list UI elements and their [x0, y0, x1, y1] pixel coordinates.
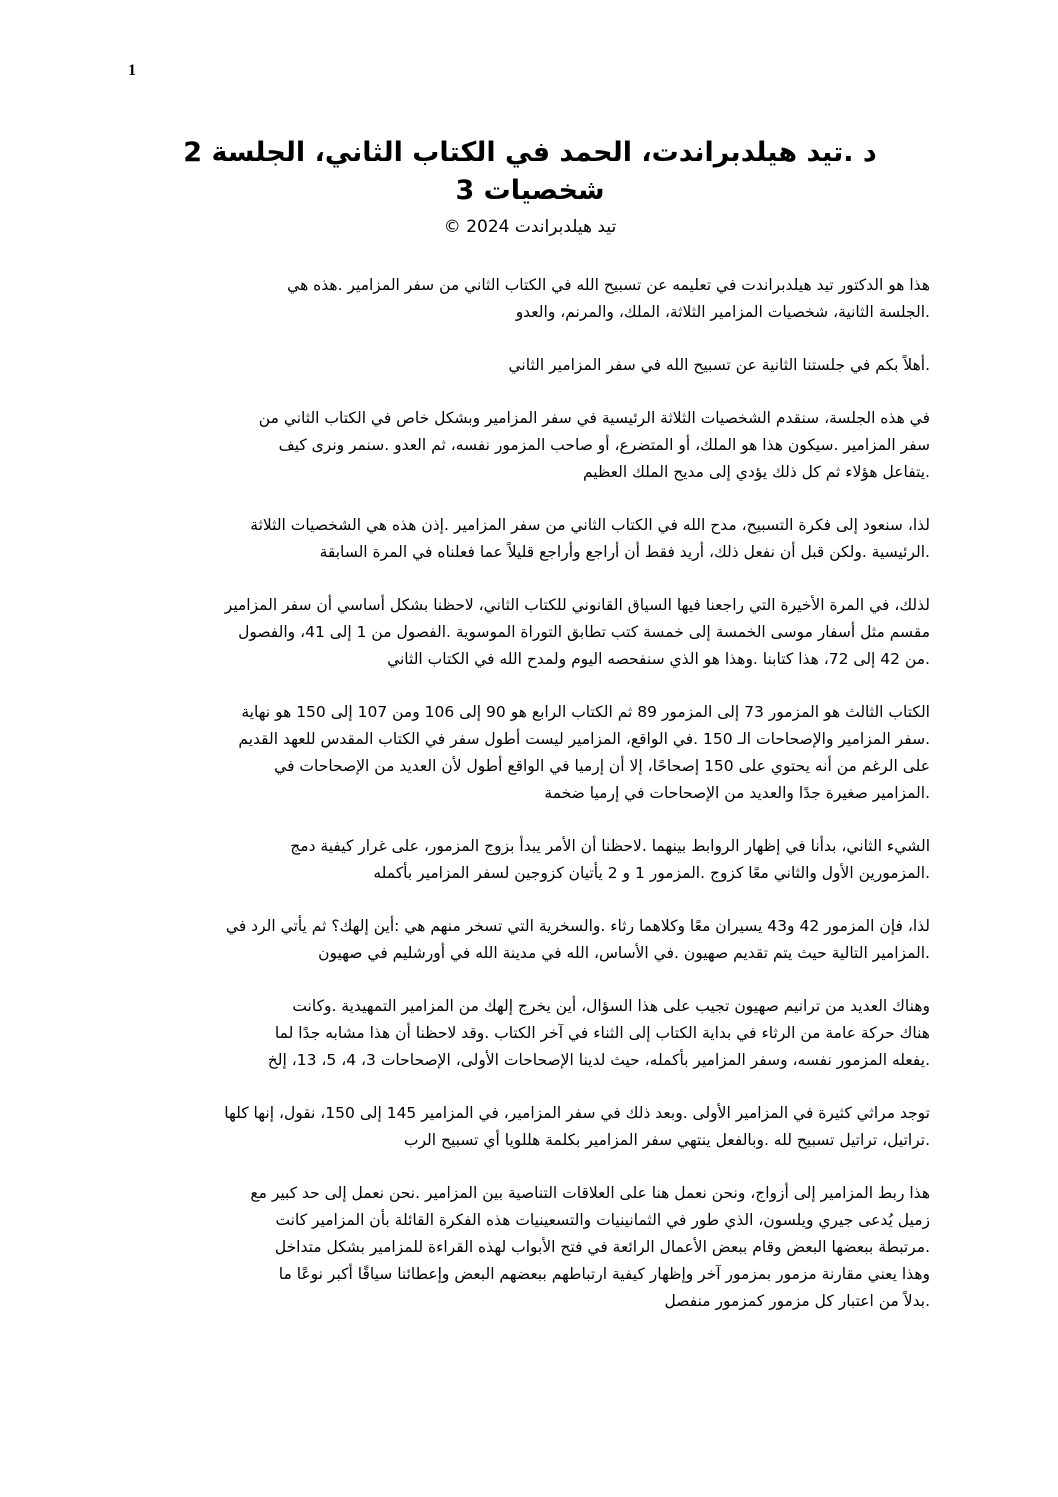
paragraph-line: هذا ربط المزامير إلى أزواج، ونحن نعمل هنا على العلاقات التناصية بين المزامير .نحن نعمل إلى حد كبير مع [250, 1184, 930, 1202]
paragraph-line: .يفعله المزمور نفسه، وسفر المزامير بأكمله، حيث لدينا الإصحاحات الأولى، الإصحاحات 3، 4، 5، 13، إلخ [267, 1051, 930, 1069]
paragraph-line: .يتفاعل هؤلاء ثم كل ذلك يؤدي إلى مديح الملك العظيم [582, 463, 930, 481]
paragraph [130, 833, 930, 887]
paragraph-line: مقسم مثل أسفار موسى الخمسة إلى خمسة كتب تطابق التوراة الموسوية .الفصول من 1 إلى 41، والفصول [238, 623, 930, 641]
document-title-line-2: شخصيات 3 [455, 175, 605, 206]
paragraph-line: .تراتيل، تراتيل تسبيح لله .وبالفعل ينتهي سفر المزامير بكلمة هللويا أي تسبيح الرب [403, 1131, 930, 1149]
paragraph-line: .مرتبطة ببعضها البعض وقام ببعض الأعمال الرائعة في فتح الأبواب لهذه القراءة للمزامير بشكل متداخل [274, 1238, 930, 1256]
paragraph-line: .الجلسة الثانية، شخصيات المزامير الثلاثة، الملك، والمرنم، والعدو [515, 303, 930, 321]
page-number: 1 [128, 62, 136, 79]
document-header [130, 134, 930, 240]
paragraph [130, 913, 930, 967]
paragraph-line: زميل يُدعى جيري ويلسون، الذي طور في الثمانينيات والتسعينيات هذه الفكرة القائلة بأن المزامير كانت [275, 1211, 930, 1229]
paragraph-line: لذا، سنعود إلى فكرة التسبيح، مدح الله في الكتاب الثاني من سفر المزامير .إذن هذه هي الشخصيات الثلاثة [250, 516, 930, 534]
paragraph-line: .المزامير التالية حيث يتم تقديم صهيون .في الأساس، الله في مدينة الله في أورشليم في صهيون [318, 944, 930, 962]
paragraph-line: توجد مراثي كثيرة في المزامير الأولى .وبعد ذلك في سفر المزامير، في المزامير 145 إلى 150، نقول، إنها كلها [224, 1104, 930, 1122]
paragraph-line: .أهلاً بكم في جلستنا الثانية عن تسبيح الله في سفر المزامير الثاني [508, 356, 930, 374]
paragraph-line: .المزمورين الأول والثاني معًا كزوج .المزمور 1 و 2 يأتيان كزوجين لسفر المزامير بأكمله [373, 864, 930, 882]
paragraph [130, 405, 930, 486]
paragraph [130, 512, 930, 566]
paragraph-line: سفر المزامير .سيكون هذا هو الملك، أو المتضرع، أو صاحب المزمور نفسه، ثم العدو .سنمر ونرى كيف [278, 436, 930, 454]
paragraph-line: وهناك العديد من ترانيم صهيون تجيب على هذا السؤال، أين يخرج إلهك من المزامير التمهيدية .وكانت [292, 997, 930, 1015]
paragraph-line: .الرئيسية .ولكن قبل أن نفعل ذلك، أريد فقط أن أراجع وأراجع قليلاً عما فعلناه في المرة السابقة [319, 543, 930, 561]
document-title-line-1: د .تيد هيلدبراندت، الحمد في الكتاب الثاني، الجلسة 2 [183, 137, 877, 168]
paragraph-line: الشيء الثاني، بدأنا في إظهار الروابط بينهما .لاحظنا أن الأمر يبدأ بزوج المزمور، على غرار كيفية دمج [290, 837, 930, 855]
paragraph-line: .سفر المزامير والإصحاحات الـ 150 .في الواقع، المزامير ليست أطول سفر في الكتاب المقدس للعهد القديم [238, 730, 930, 748]
paragraph [130, 272, 930, 326]
paragraph-line: هذا هو الدكتور تيد هيلدبراندت في تعليمه عن تسبيح الله في الكتاب الثاني من سفر المزامير .هذه هي [287, 276, 930, 294]
paragraph-line: الكتاب الثالث هو المزمور 73 إلى المزمور 89 ثم الكتاب الرابع هو 90 إلى 106 ومن 107 إلى 150 هو نهاية [241, 703, 930, 721]
paragraph [130, 1100, 930, 1154]
paragraph-line: لذا، فإن المزمور 42 و43 يسيران معًا وكلاهما رثاء .والسخرية التي تسخر منهم هي :أين إلهك؟ ثم يأتي الرد في [225, 917, 930, 935]
paragraph [130, 1180, 930, 1315]
paragraph-line: .من 42 إلى 72، هذا كتابنا .وهذا هو الذي سنفحصه اليوم ولمدح الله في الكتاب الثاني [387, 650, 930, 668]
paragraph-line: لذلك، في المرة الأخيرة التي راجعنا فيها السياق القانوني للكتاب الثاني، لاحظنا بشكل أساسي أن سفر المزامير [224, 596, 930, 614]
paragraph-line: على الرغم من أنه يحتوي على 150 إصحاحًا، إلا أن إرميا في الواقع أطول لأن العديد من الإصحاحات في [274, 757, 930, 775]
paragraph [130, 993, 930, 1074]
paragraph [130, 352, 930, 379]
paragraph-line: في هذه الجلسة، سنقدم الشخصيات الثلاثة الرئيسية في سفر المزامير وبشكل خاص في الكتاب الثاني من [258, 409, 930, 427]
copyright-notice: تيد هيلدبراندت 2024 © [443, 217, 617, 237]
transcript-body [130, 272, 930, 1341]
paragraph-line: وهذا يعني مقارنة مزمور بمزمور آخر وإظهار كيفية ارتباطهم ببعضهم البعض وإعطائنا سياقًا أكبر نوعًا ما [278, 1265, 930, 1283]
paragraph-line: هناك حركة عامة من الرثاء في بداية الكتاب إلى الثناء في آخر الكتاب .وقد لاحظنا أن هذا مشابه جدًا لما [274, 1024, 930, 1042]
paragraph-line: .بدلاً من اعتبار كل مزمور كمزمور منفصل [664, 1292, 930, 1310]
paragraph [130, 592, 930, 673]
paragraph [130, 699, 930, 807]
paragraph-line: .المزامير صغيرة جدًا والعديد من الإصحاحات في إرميا ضخمة [544, 784, 930, 802]
